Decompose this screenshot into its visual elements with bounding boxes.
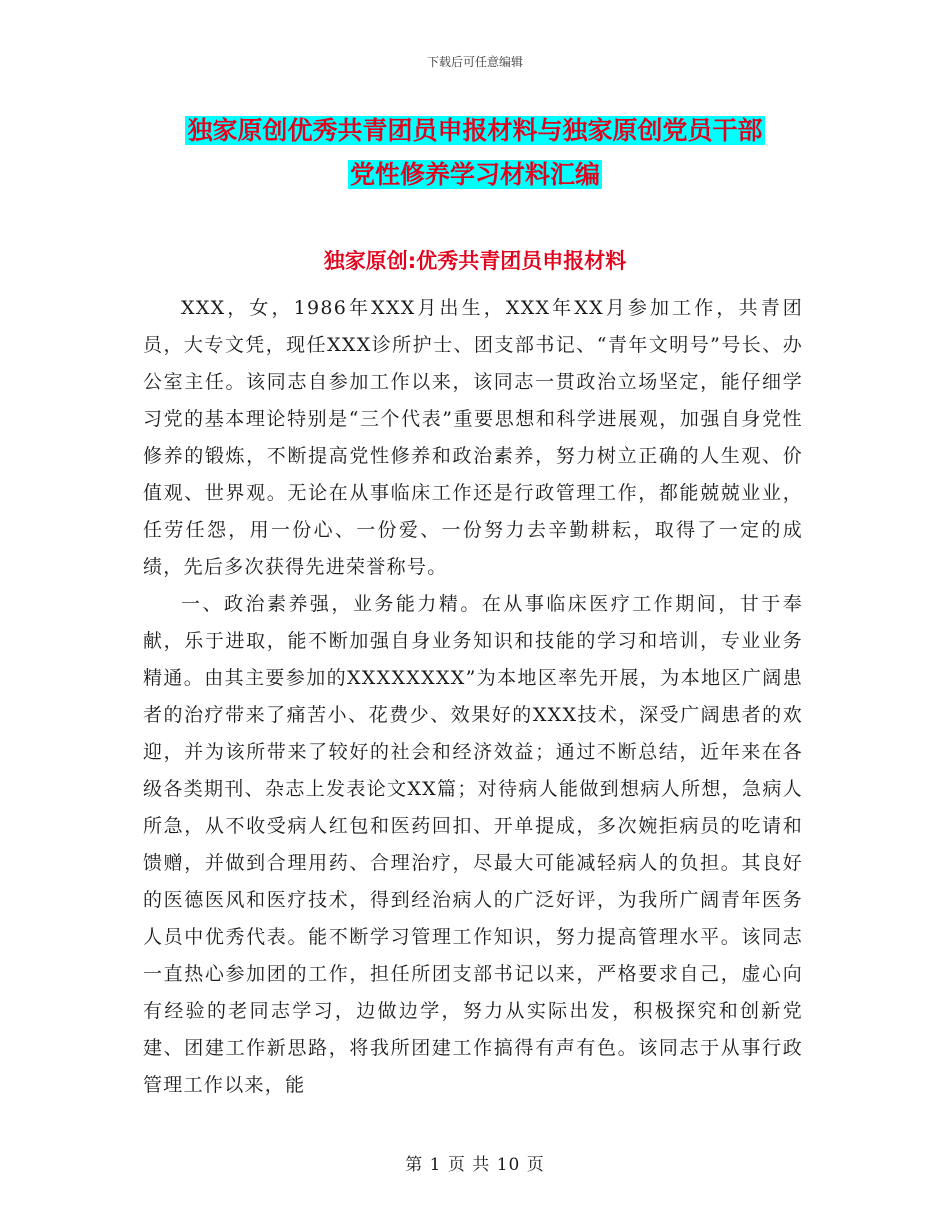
document-title-line-1-text: 独家原创优秀共青团员申报材料与独家原创党员干部 bbox=[187, 116, 763, 145]
body-paragraph: XXX，女，1986年XXX月出生，XXX年XX月参加工作，共青团员，大专文凭，现任XXX诊所护士、团支部书记、“青年文明号”号长、办公室主任。该同志自参加工作以来，该同志一贯政治立场坚定，能仔细学习党的基本理论特别是“三个代表”重要思想和科学进展观，加强自身党性修养的锻炼，不断提高党性修养和政治素养，努力树立正确的人生观、价值观、世界观。无论在从事临床工作还是行政管理工作，都能兢兢业业，任劳任怨，用一份心、一份爱、一份努力去辛勤耕耘，取得了一定的成绩，先后多次获得先进荣誉称号。 bbox=[143, 297, 803, 578]
document-title-line-2 bbox=[0, 154, 950, 196]
page-footer: 第 1 页 共 10 页 bbox=[405, 1155, 545, 1175]
document-body bbox=[143, 290, 803, 1104]
section-title: 独家原创:优秀共青团员申报材料 bbox=[323, 249, 627, 273]
document-title-line-1 bbox=[0, 110, 950, 152]
body-paragraph: 一、政治素养强，业务能力精。在从事临床医疗工作期间，甘于奉献，乐于进取，能不断加强自身业务知识和技能的学习和培训，专业业务精通。由其主要参加的XXXXXXXX”为本地区率先开展，为本地区广阔患者的治疗带来了痛苦小、花费少、效果好的XXX技术，深受广阔患者的欢迎，并为该所带来了较好的社会和经济效益；通过不断总结，近年来在各级各类期刊、杂志上发表论文XX篇；对待病人能做到想病人所想，急病人所急，从不收受病人红包和医药回扣、开单提成，多次婉拒病员的吃请和馈赠，并做到合理用药、合理治疗，尽最大可能减轻病人的负担。其良好的医德医风和医疗技术，得到经治病人的广泛好评，为我所广阔青年医务人员中优秀代表。能不断学习管理工作知识，努力提高管理水平。该同志一直热心参加团的工作，担任所团支部书记以来，严格要求自己，虚心向有经验的老同志学习，边做边学，努力从实际出发，积极探究和创新党建、团建工作新思路，将我所团建工作搞得有声有色。该同志于从事行政管理工作以来，能 bbox=[143, 593, 803, 1096]
document-title-line-2-text: 党性修养学习材料汇编 bbox=[349, 160, 600, 189]
page-header-note: 下载后可任意编辑 bbox=[426, 55, 523, 69]
